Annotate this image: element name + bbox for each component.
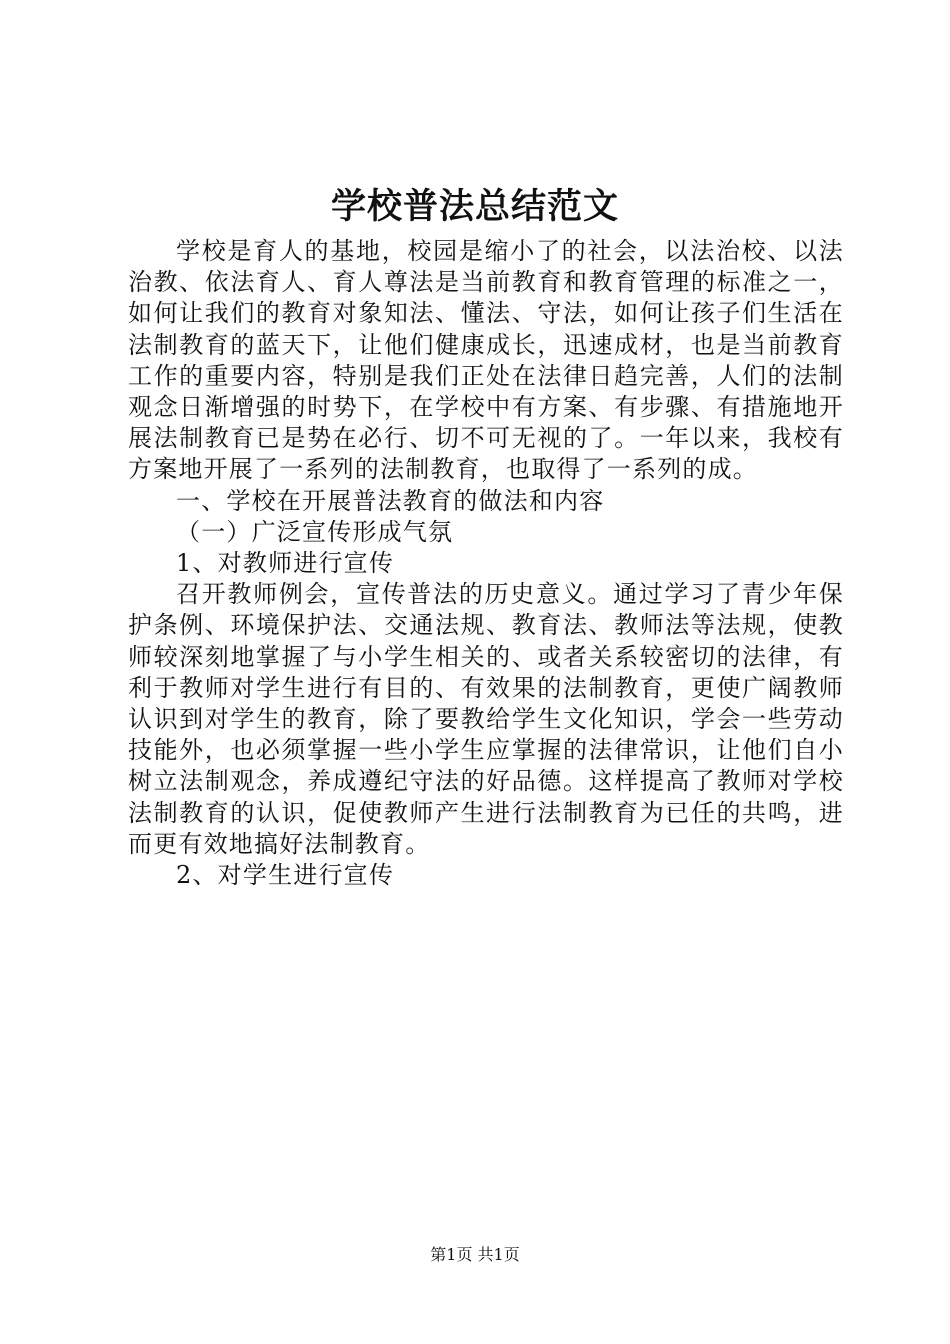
page-footer: 第1页 共1页 — [430, 1245, 520, 1264]
subsection-heading-1: （一）广泛宣传形成气氛 — [176, 517, 454, 546]
paragraph-intro: 学校是育人的基地，校园是缩小了的社会，以法治校、以法治教、依法育人、育人尊法是当前教育和教育管理的标准之一，如何让我们的教育对象知法、懂法、守法，如何让孩子们生活在法制教育的蓝天下，让他们健康成长，迅速成材，也是当前教育工作的重要内容，特别是我们正处在法律日趋完善，人们的法制观念日渐增强的时势下，在学校中有方案、有步骤、有措施地开展法制教育已是势在必行、切不可无视的了。一年以来，我校有方案地开展了一系列的法制教育，也取得了一系列的成。 — [128, 237, 844, 484]
document-body — [128, 236, 844, 891]
section-heading-1: 一、学校在开展普法教育的做法和内容 — [176, 486, 605, 515]
item-heading-1: 1、对教师进行宣传 — [176, 549, 395, 578]
paragraph-teacher-publicity: 召开教师例会，宣传普法的历史意义。通过学习了青少年保护条例、环境保护法、交通法规、教育法、教师法等法规，使教师较深刻地掌握了与小学生相关的、或者关系较密切的法律，有利于教师对学生进行有目的、有效果的法制教育，更使广阔教师认识到对学生的教育，除了要教给学生文化知识，学会一些劳动技能外，也必须掌握一些小学生应掌握的法律常识，让他们自小树立法制观念，养成遵纪守法的好品德。这样提高了教师对学校法制教育的认识，促使教师产生进行法制教育为已任的共鸣，进而更有效地搞好法制教育。 — [128, 580, 844, 858]
item-heading-2: 2、对学生进行宣传 — [176, 861, 395, 890]
document-title: 学校普法总结范文 — [330, 186, 619, 227]
